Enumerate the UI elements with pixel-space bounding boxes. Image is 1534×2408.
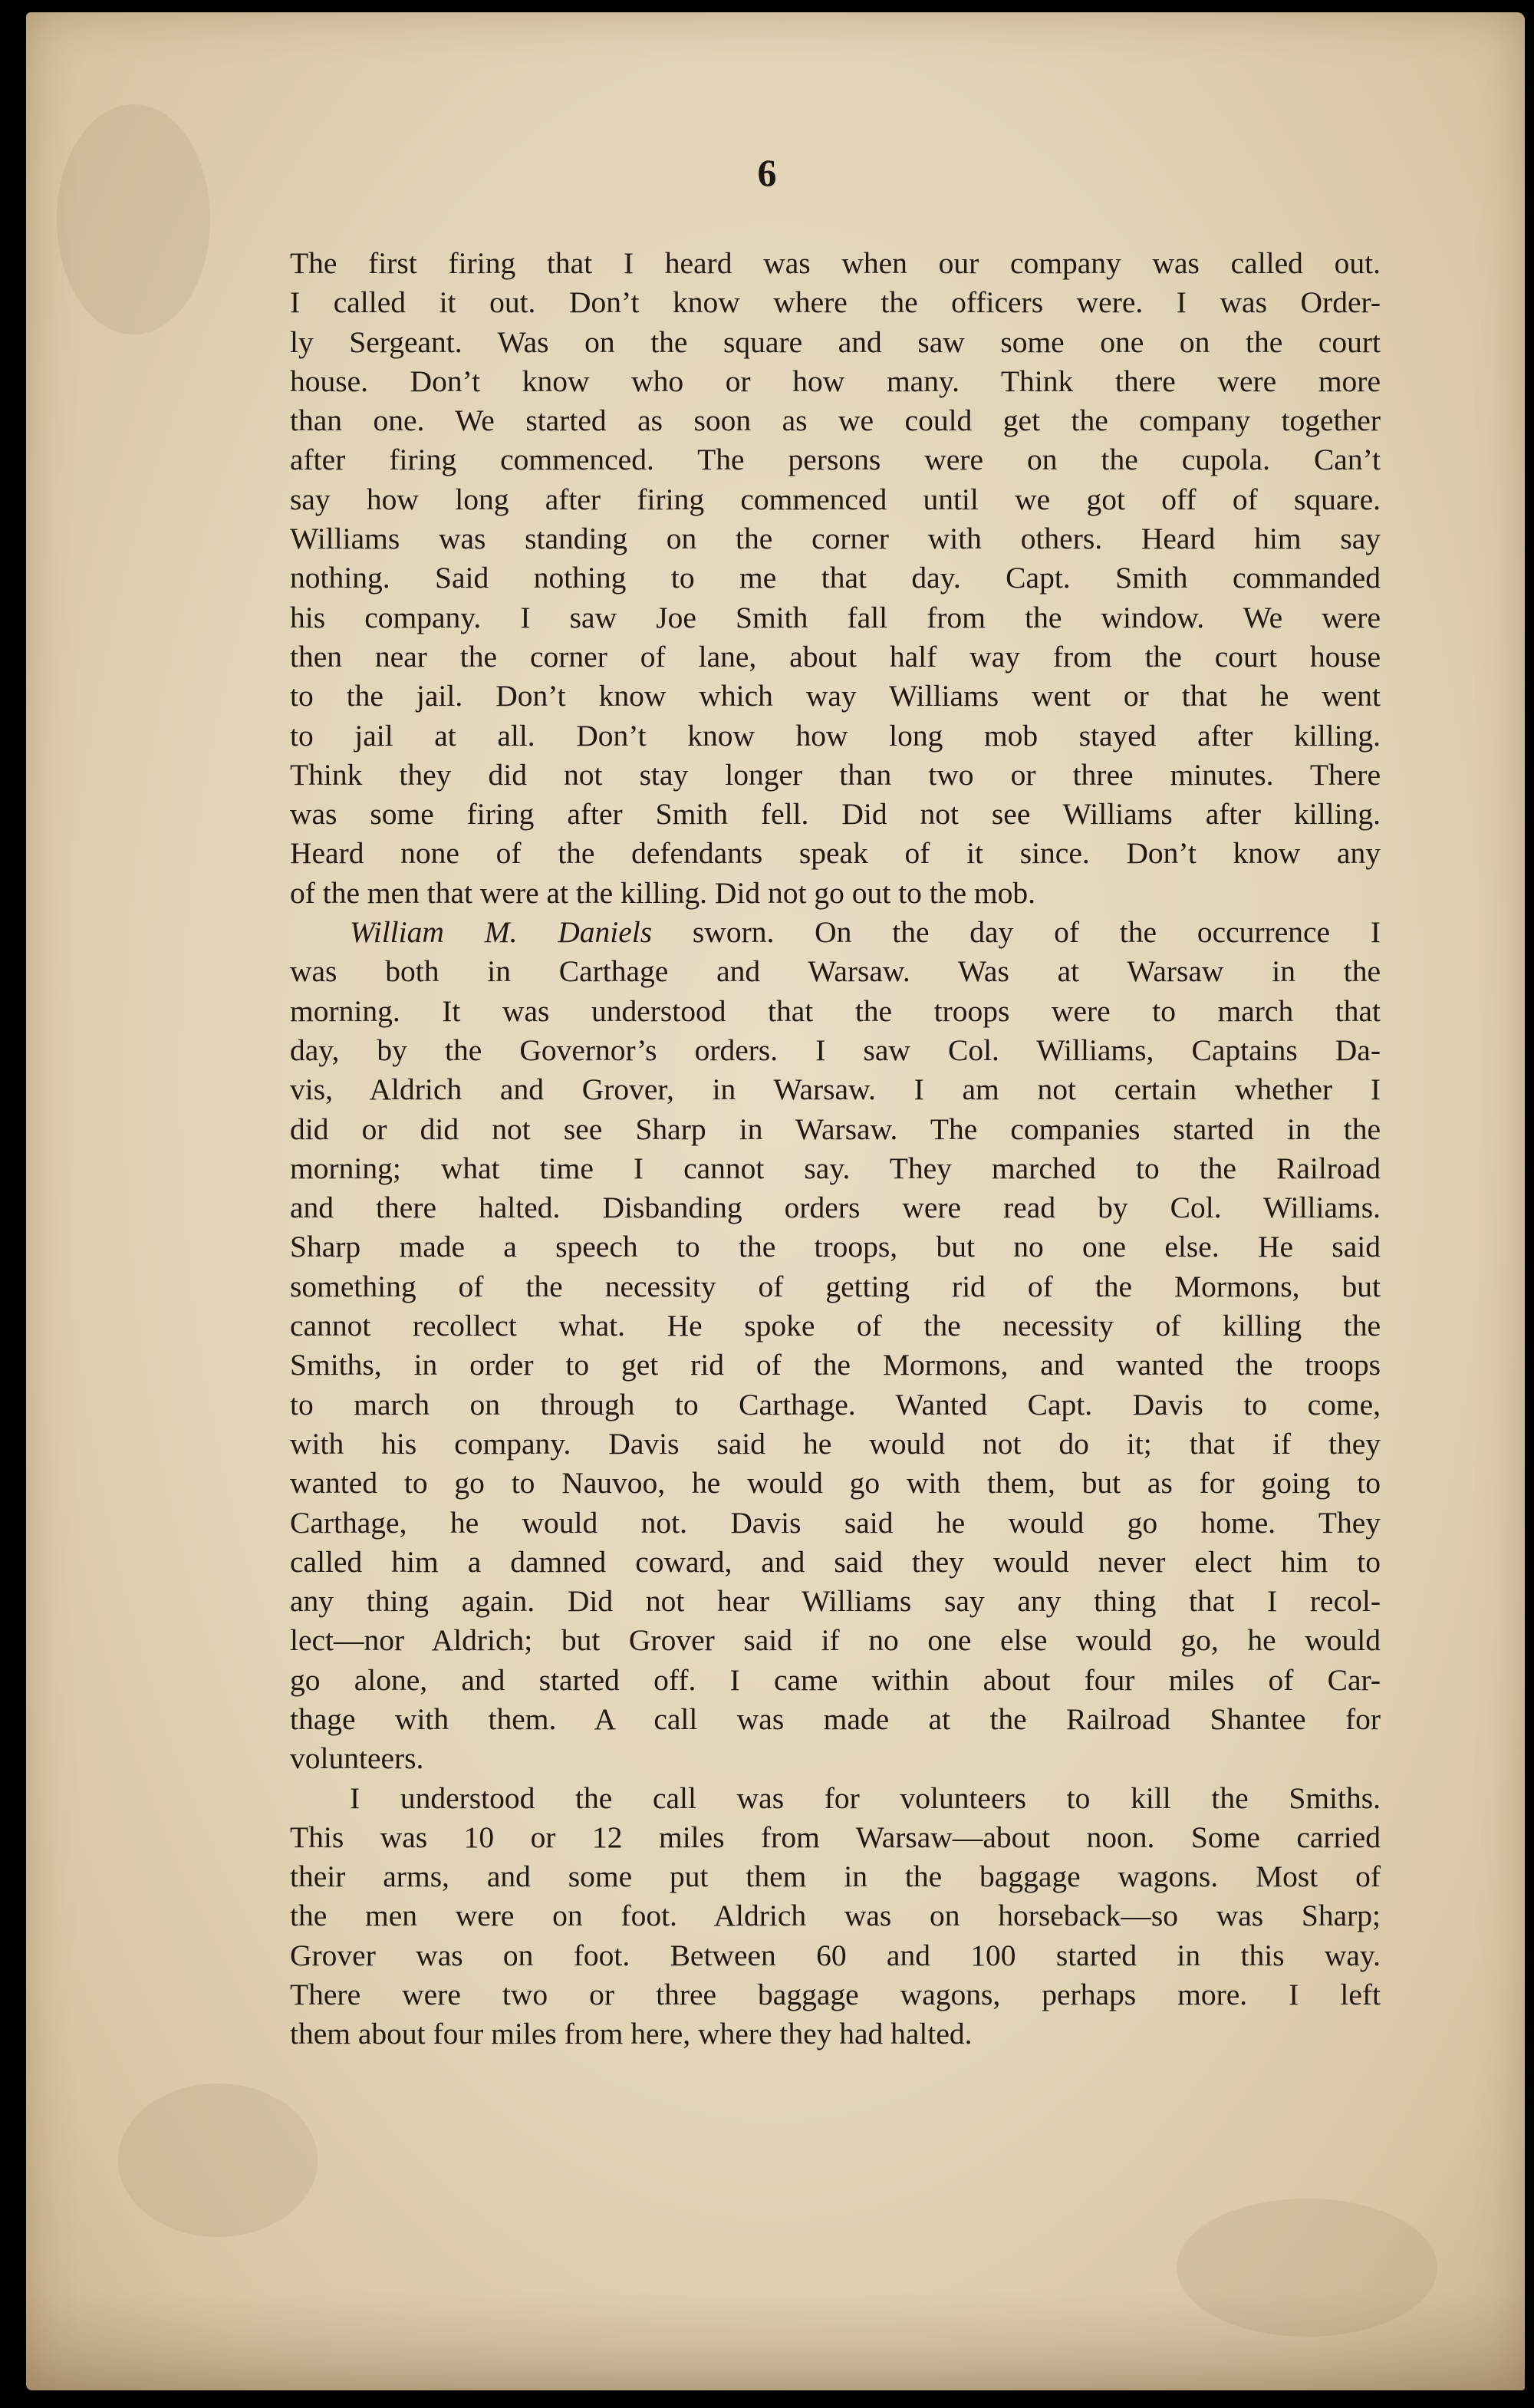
text-line: to march on through to Carthage. Wanted Capt. Davis to come, <box>290 1387 1381 1421</box>
paper-stain <box>57 104 210 334</box>
text-line: something of the necessity of getting rid of the Mormons, but <box>290 1269 1381 1303</box>
text-line: thage with them. A call was made at the Railroad Shantee for <box>290 1701 1381 1736</box>
text-line: to jail at all. Don’t know how long mob stayed after killing. <box>290 718 1381 753</box>
text-line: then near the corner of lane, about half way from the court house <box>290 639 1381 674</box>
text-line: cannot recollect what. He spoke of the necessity of killing the <box>290 1309 1381 1343</box>
text-line: The first firing that I heard was when our company was called out. <box>290 246 1381 280</box>
text-line: to the jail. Don’t know which way Williams went or that he went <box>290 679 1381 713</box>
text-line: them about four miles from here, where they had halted. <box>290 2017 973 2051</box>
paper-bottom-edge <box>26 2291 1525 2390</box>
text-line: nothing. Said nothing to me that day. Capt. Smith commanded <box>290 561 1381 595</box>
text-line: go alone, and started off. I came within about four miles of Car- <box>290 1662 1381 1697</box>
text-line: with his company. Davis said he would not do it; that if they <box>290 1426 1381 1461</box>
text-line: I called it out. Don’t know where the officers were. I was Order- <box>290 285 1381 320</box>
text-line: their arms, and some put them in the baggage wagons. Most of <box>290 1860 1381 1894</box>
text-line: was some firing after Smith fell. Did not see Williams after killing. <box>290 797 1381 832</box>
text-line: his company. I saw Joe Smith fall from the window. We were <box>290 600 1381 634</box>
paragraph-testimony-continued <box>290 244 1381 913</box>
paragraph-volunteers <box>290 1779 1381 2054</box>
text-line: and there halted. Disbanding orders were read by Col. Williams. <box>290 1191 1381 1225</box>
text-line: lect—nor Aldrich; but Grover said if no one else would go, he would <box>290 1623 1381 1658</box>
text-line: morning. It was understood that the troops were to march that <box>290 993 1381 1028</box>
text-line: Williams was standing on the corner with others. Heard him say <box>290 522 1381 556</box>
text-line: morning; what time I cannot say. They marched to the Railroad <box>290 1151 1381 1185</box>
text-line: did or did not see Sharp in Warsaw. The companies started in the <box>290 1112 1381 1146</box>
text-line: the men were on foot. Aldrich was on horseback—so was Sharp; <box>290 1899 1381 1933</box>
page-number: 6 <box>757 151 777 194</box>
text-line: after firing commenced. The persons were on the cupola. Can’t <box>290 443 1381 477</box>
text-line: Heard none of the defendants speak of it since. Don’t know any <box>290 836 1381 871</box>
text-line: volunteers. <box>290 1741 424 1776</box>
document-body <box>290 244 1381 2054</box>
text-line: Think they did not stay longer than two or three minutes. There <box>290 757 1381 792</box>
text-line: wanted to go to Nauvoo, he would go with them, but as for going to <box>290 1466 1381 1500</box>
text-line: Smiths, in order to get rid of the Mormons, and wanted the troops <box>290 1348 1381 1382</box>
text-line: day, by the Governor’s orders. I saw Col. Williams, Captains Da- <box>290 1033 1381 1067</box>
text-line: Carthage, he would not. Davis said he would go home. They <box>290 1505 1381 1540</box>
text-line: called him a damned coward, and said they would never elect him to <box>290 1544 1381 1579</box>
witness-name: William M. Daniels <box>350 915 653 950</box>
paper-stain <box>118 2084 318 2237</box>
text-line: Grover was on foot. Between 60 and 100 started in this way. <box>290 1938 1381 1972</box>
paragraph-daniels-testimony <box>290 913 1381 1779</box>
text-line: than one. We started as soon as we could get the company together <box>290 404 1381 438</box>
text-line: say how long after firing commenced until we got off of square. <box>290 482 1381 516</box>
paragraph-first-line <box>290 913 1381 952</box>
text-line: was both in Carthage and Warsaw. Was at Warsaw in the <box>290 954 1381 989</box>
text-line: This was 10 or 12 miles from Warsaw—about noon. Some carried <box>290 1820 1381 1854</box>
text-line: Sharp made a speech to the troops, but no one else. He said <box>290 1230 1381 1264</box>
text-line: There were two or three baggage wagons, perhaps more. I left <box>290 1978 1381 2012</box>
first-line-text: sworn. On the day of the occurrence I <box>652 915 1381 950</box>
text-line: any thing again. Did not hear Williams say any thing that I recol- <box>290 1584 1381 1619</box>
text-line: I understood the call was for volunteers to kill the Smiths. <box>350 1780 1381 1815</box>
text-line: vis, Aldrich and Grover, in Warsaw. I am not certain whether I <box>290 1072 1381 1107</box>
text-line: of the men that were at the killing. Did not go out to the mob. <box>290 875 1035 910</box>
text-line: ly Sergeant. Was on the square and saw some one on the court <box>290 324 1381 359</box>
text-line: house. Don’t know who or how many. Think there were more <box>290 364 1381 398</box>
